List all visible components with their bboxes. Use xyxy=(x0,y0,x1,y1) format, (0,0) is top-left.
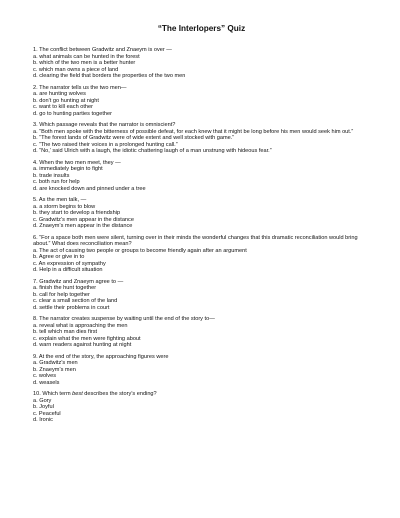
question-1 xyxy=(33,47,370,80)
question-stem: 3. Which passage reveals that the narrator is omniscient? xyxy=(33,122,176,128)
question-stem: 4. When the two men meet, they — xyxy=(33,159,121,166)
answer-option: a. immediately begin to fight xyxy=(33,166,103,172)
question-3 xyxy=(33,122,370,155)
answer-option: a. Gory xyxy=(33,397,52,404)
question-stem: 6. “For a space both men were silent, turning over in their minds the wonderful changes that this dramatic reconciliation would bring about.” What does reconciliation mean? xyxy=(33,234,358,247)
answer-option: a. The act of causing two people or groups to become friendly again after an argument xyxy=(33,247,247,254)
answer-option: a. what animals can be hunted in the forest xyxy=(33,53,140,60)
question-stem: 2. The narrator tells us the two men— xyxy=(33,84,127,91)
answer-option: d. Ironic xyxy=(33,417,53,423)
answer-option: a. reveal what is approaching the men xyxy=(33,322,128,329)
question-stem-start: 10. Which term xyxy=(33,391,73,397)
answer-option: a. finish the hunt together xyxy=(33,285,97,291)
question-stem: 1. The conflict between Gradwitz and Znaeym is over — xyxy=(33,47,172,53)
answer-option: c. Peaceful xyxy=(33,410,61,417)
answer-option: c. An expression of sympathy xyxy=(33,260,106,267)
answer-option: b. Znaeym’s men xyxy=(33,366,76,373)
question-7 xyxy=(33,279,370,312)
answer-option: b. tell which man dies first xyxy=(33,329,98,335)
answer-option: c. which man owns a piece of land xyxy=(33,66,119,73)
question-10 xyxy=(33,391,370,424)
question-2 xyxy=(33,85,370,118)
answer-option: c. want to kill each other xyxy=(33,104,94,110)
answer-option: c. Gradwitz’s men appear in the distance xyxy=(33,216,134,223)
answer-option: a. “Both men spoke with the bitterness of possible defeat, for each knew that it might be long before his men would seek him out.” xyxy=(33,128,354,135)
answer-option: b. don’t go hunting at night xyxy=(33,97,99,104)
question-stem: 9. At the end of the story, the approaching figures were xyxy=(33,353,169,360)
question-5 xyxy=(33,197,370,230)
question-stem: 8. The narrator creates suspense by waiting until the end of the story to— xyxy=(33,316,215,322)
answer-option: d. Help in a difficult situation xyxy=(33,267,103,273)
answer-option: d. weasels xyxy=(33,379,60,386)
page-title: “The Interlopers” Quiz xyxy=(157,24,246,33)
question-stem: 7. Gradwitz and Znaeym agree to — xyxy=(33,278,124,285)
answer-option: d. “No,’ said Ulrich with a laugh, the idiotic chattering laugh of a man unstrung with hideous fear.” xyxy=(33,148,272,154)
answer-option: b. which of the two men is a better hunter xyxy=(33,60,136,66)
answer-option: d. go to hunting parties together xyxy=(33,110,112,117)
answer-option: b. trade insults xyxy=(33,172,70,179)
answer-option: c. wolves xyxy=(33,373,57,379)
answer-option: c. clear a small section of the land xyxy=(33,298,118,304)
answer-option: d. are knocked down and pinned under a tree xyxy=(33,185,146,192)
question-6 xyxy=(33,235,370,274)
answer-option: c. explain what the men were fighting about xyxy=(33,335,141,342)
question-stem-end: describes the story’s ending? xyxy=(82,391,157,397)
question-stem-emphasis: best xyxy=(72,391,83,397)
answer-option: b. Joyful xyxy=(33,404,54,410)
answer-option: a. are hunting wolves xyxy=(33,91,86,97)
answer-option: d. Znaeym’s men appear in the distance xyxy=(33,223,133,229)
answer-option: b. call for help together xyxy=(33,291,90,298)
answer-option: b. they start to develop a friendship xyxy=(33,210,121,216)
question-stem: 5. As the men talk, — xyxy=(33,197,87,203)
answer-option: a. Gradwitz’s men xyxy=(33,360,78,366)
answer-option: c. “The two raised their voices in a prolonged hunting call.” xyxy=(33,141,178,148)
question-8 xyxy=(33,316,370,349)
answer-option: d. warn readers against hunting at night xyxy=(33,342,132,348)
answer-option: d. settle their problems in court xyxy=(33,304,110,311)
answer-option: c. both run for help xyxy=(33,179,80,185)
answer-option: b. Agree or give in to xyxy=(33,254,85,260)
answer-option: b. “The forest lands of Gradwitz were of wide extent and well stocked with game.” xyxy=(33,135,235,141)
question-9 xyxy=(33,354,370,387)
question-4 xyxy=(33,160,370,193)
answer-option: d. clearing the field that borders the properties of the two men xyxy=(33,73,186,79)
answer-option: a. a storm begins to blow xyxy=(33,203,96,210)
